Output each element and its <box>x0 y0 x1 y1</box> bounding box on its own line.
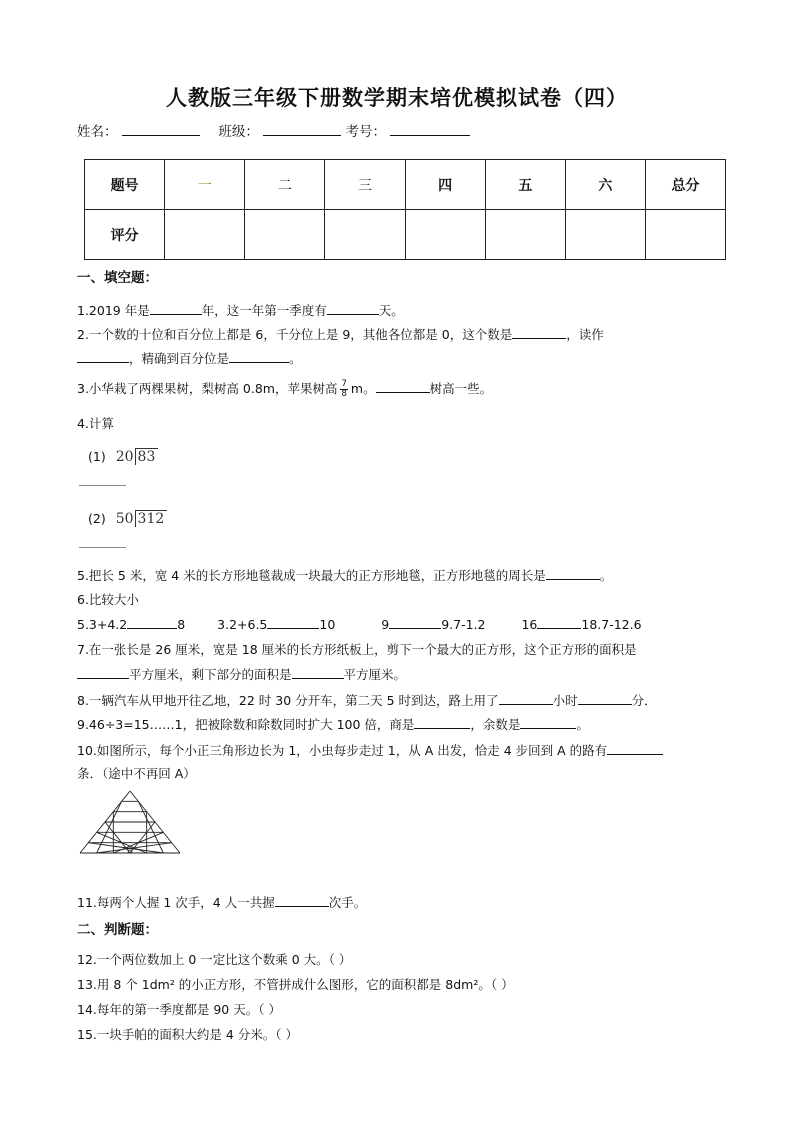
answer-blank[interactable] <box>546 565 600 580</box>
q2-text: ，读作 <box>566 327 604 342</box>
q11-text: 次手。 <box>328 895 367 910</box>
header-cell: 五 <box>485 160 565 210</box>
section-true-false-heading: 二、判断题： <box>77 922 158 938</box>
divisor: 20 <box>115 449 134 465</box>
question-6-comparisons <box>77 614 642 632</box>
score-cell[interactable] <box>245 210 325 260</box>
question-3 <box>77 378 492 399</box>
score-cell[interactable] <box>485 210 565 260</box>
answer-blank[interactable] <box>376 378 430 393</box>
q8-text: 小时 <box>552 693 578 708</box>
question-12: 12.一个两位数加上 0 一定比这个数乘 0 大。（ ） <box>77 952 352 967</box>
name-blank[interactable] <box>122 121 200 136</box>
question-11 <box>77 892 366 911</box>
header-cell: 六 <box>565 160 645 210</box>
answer-blank[interactable] <box>537 614 581 629</box>
q3-text: 3.小华栽了两棵果树，梨树高 0.8m，苹果树高 <box>77 381 338 396</box>
q7-text: 平方厘米，剩下部分的面积是 <box>129 667 292 682</box>
score-cell[interactable] <box>325 210 405 260</box>
q2-text: 2.一个数的十位和百分位上都是 6，千分位上是 9，其他各位都是 0，这个数是 <box>77 327 513 342</box>
header-cell: 题号 <box>85 160 165 210</box>
q2-text: 。 <box>289 351 302 366</box>
answer-blank[interactable] <box>229 348 289 363</box>
question-4-part-1 <box>88 449 158 465</box>
answer-blank[interactable] <box>520 714 576 729</box>
q8-text: 8.一辆汽车从甲地开往乙地，22 时 30 分开车，第二天 5 时到达，路上用了 <box>77 693 499 708</box>
part-number: (2) <box>88 511 106 526</box>
compare-right: 10 <box>319 617 336 632</box>
compare-right: 8 <box>177 617 186 632</box>
q8-text: 分． <box>631 693 657 708</box>
score-table-score-row <box>85 210 726 260</box>
question-7-line-1: 7.在一张长是 26 厘米，宽是 18 厘米的长方形纸板上，剪下一个最大的正方形，这个正方形的面积是 <box>77 642 637 657</box>
row-label: 评分 <box>85 210 165 260</box>
score-cell[interactable] <box>165 210 245 260</box>
answer-blank[interactable] <box>275 892 329 907</box>
fraction-numerator: 7 <box>341 379 347 389</box>
q9-text: 。 <box>576 717 589 732</box>
long-division <box>116 449 159 465</box>
q3-text: 树高一些。 <box>429 381 493 396</box>
header-cell: 二 <box>245 160 325 210</box>
q1-text: 天。 <box>378 303 404 318</box>
divisor: 50 <box>115 511 134 527</box>
q9-text: 9.46÷3=15……1，把被除数和除数同时扩大 100 倍，商是 <box>77 717 415 732</box>
header-cell: 总分 <box>645 160 725 210</box>
question-8 <box>77 690 657 709</box>
question-9 <box>77 714 589 733</box>
answer-line[interactable] <box>79 547 126 548</box>
compare-left: 16 <box>521 617 538 632</box>
q11-text: 11.每两个人握 1 次手，4 人一共握 <box>77 895 275 910</box>
exam-no-blank[interactable] <box>390 121 470 136</box>
question-13: 13.用 8 个 1dm² 的小正方形，不管拼成什么图形，它的面积都是 8dm²。（ ） <box>77 977 514 992</box>
section-fill-in-heading: 一、填空题： <box>77 270 158 286</box>
question-10-line-2: 条．（途中不再回 A） <box>77 766 196 781</box>
question-7-line-2 <box>77 664 406 683</box>
answer-blank[interactable] <box>292 664 344 679</box>
answer-blank[interactable] <box>414 714 470 729</box>
page-title: 人教版三年级下册数学期末培优模拟试卷（四） <box>166 86 628 110</box>
class-blank[interactable] <box>263 121 341 136</box>
point-a-label: A <box>127 846 133 855</box>
question-2-line-2 <box>77 348 302 367</box>
question-2-line-1 <box>77 324 604 343</box>
dividend: 83 <box>135 448 159 465</box>
answer-blank[interactable] <box>77 348 129 363</box>
compare-right: 18.7-12.6 <box>581 617 642 632</box>
question-10-line-1 <box>77 740 663 759</box>
header-cell: 四 <box>405 160 485 210</box>
part-number: (1) <box>88 449 106 464</box>
answer-blank[interactable] <box>389 614 441 629</box>
compare-left: 3.2+6.5 <box>217 617 268 632</box>
question-14: 14.每年的第一季度都是 90 天。（ ） <box>77 1002 281 1017</box>
question-6-label: 6.比较大小 <box>77 592 139 607</box>
fraction-denominator: 8 <box>341 389 347 399</box>
question-15: 15.一块手帕的面积大约是 4 分米。（ ） <box>77 1027 299 1042</box>
score-table-header-row <box>85 160 726 210</box>
student-info <box>77 120 470 140</box>
answer-blank[interactable] <box>512 324 566 339</box>
q5-text: 5.把长 5 米，宽 4 米的长方形地毯裁成一块最大的正方形地毯，正方形地毯的周长是 <box>77 568 546 583</box>
q5-text: 。 <box>599 568 613 583</box>
q10-text: 10.如图所示，每个小正三角形边长为 1，小虫每步走过 1，从 A 出发，恰走 4 步回到 A 的路有 <box>77 743 608 758</box>
dividend: 312 <box>135 510 168 527</box>
compare-left: 9 <box>381 617 390 632</box>
answer-blank[interactable] <box>607 740 663 755</box>
exam-no-label: 考号： <box>345 124 386 140</box>
question-5 <box>77 565 612 584</box>
answer-blank[interactable] <box>77 664 129 679</box>
triangle-grid-figure <box>78 789 182 855</box>
compare-right: 9.7-1.2 <box>441 617 486 632</box>
score-cell[interactable] <box>405 210 485 260</box>
fraction <box>340 380 347 399</box>
q9-text: ，余数是 <box>470 717 521 732</box>
q1-text: 1.2019 年是 <box>77 303 150 318</box>
q7-text: 平方厘米。 <box>343 667 407 682</box>
answer-line[interactable] <box>79 485 126 486</box>
score-table <box>84 159 726 260</box>
compare-left: 5.3+4.2 <box>77 617 128 632</box>
question-4-part-2 <box>88 511 167 527</box>
question-1 <box>77 300 404 319</box>
question-4-label: 4.计算 <box>77 416 114 431</box>
answer-blank[interactable] <box>150 300 202 315</box>
answer-blank[interactable] <box>578 690 632 705</box>
answer-blank[interactable] <box>499 690 553 705</box>
header-cell: 一 <box>165 160 245 210</box>
answer-blank[interactable] <box>327 300 379 315</box>
score-cell[interactable] <box>565 210 645 260</box>
long-division <box>116 511 168 527</box>
q3-text: m。 <box>350 381 376 396</box>
header-cell: 三 <box>325 160 405 210</box>
answer-blank[interactable] <box>127 614 177 629</box>
class-label: 班级： <box>218 124 259 140</box>
answer-blank[interactable] <box>267 614 319 629</box>
score-cell[interactable] <box>645 210 725 260</box>
name-label: 姓名： <box>77 124 118 140</box>
q2-text: ，精确到百分位是 <box>129 351 230 366</box>
q1-text: 年，这一年第一季度有 <box>201 303 327 318</box>
